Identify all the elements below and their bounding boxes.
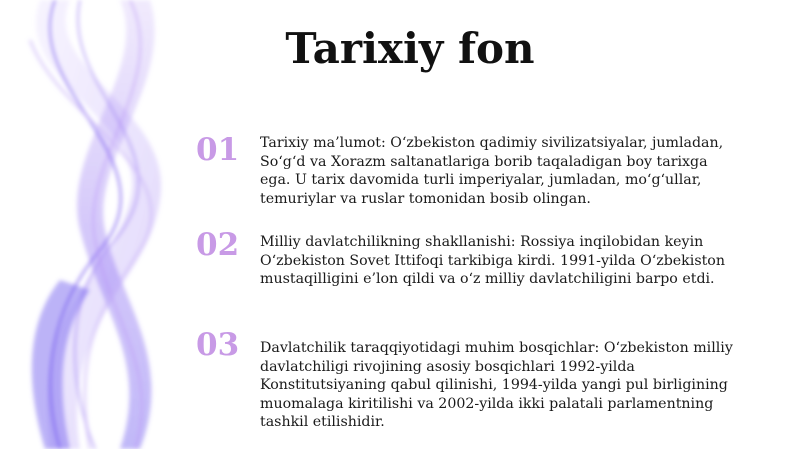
item-number: 03 [196, 327, 240, 363]
item-text: Tarixiy ma’lumot: O‘zbekiston qadimiy sivilizatsiyalar, jumladan, So‘g‘d va Xorazm saltanatlariga borib taqaladigan boy tarixga ega. U tarix davomida turli imperiyalar, jumladan, mo‘g‘ullar, temuriylar va ruslar tomonidan bosib olingan. [260, 135, 724, 207]
item-number: 02 [196, 227, 240, 263]
decorative-ribbon [0, 0, 220, 449]
slide-title: Tarixiy fon [285, 24, 535, 73]
item-number: 01 [196, 132, 240, 168]
item-text: Milliy davlatchilikning shakllanishi: Rossiya inqilobidan keyin O‘zbekiston Sovet Ittifoqi tarkibiga kirdi. 1991-yilda O‘zbekiston mustaqilligini e’lon qildi va o‘z milliy davlatchiligini barpo etdi. [260, 234, 725, 287]
item-text: Davlatchilik taraqqiyotidagi muhim bosqichlar: O‘zbekiston milliy davlatchiligi rivojining asosiy bosqichlari 1992-yilda Konstitutsiyaning qabul qilinishi, 1994-yilda yangi pul birligining muomalaga kiritilishi va 2002-yilda ikki palatali parlamentning tashkil etilishidir. [260, 340, 733, 430]
